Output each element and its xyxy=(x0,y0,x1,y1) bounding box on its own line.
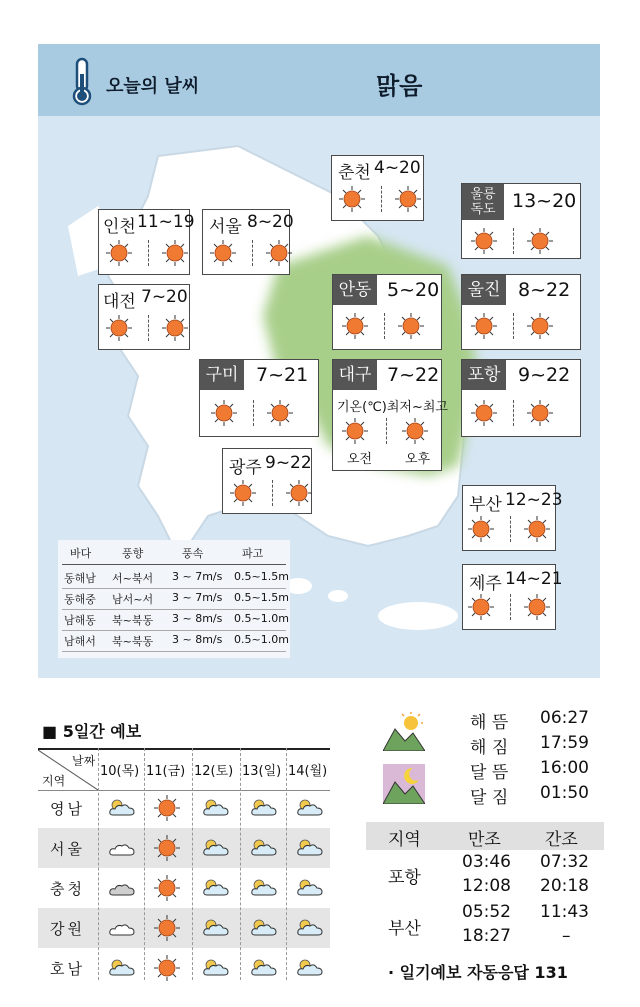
sun-icon xyxy=(342,418,368,444)
partly-cloudy-icon xyxy=(296,879,324,897)
city-temp: 7~20 xyxy=(141,287,188,307)
sun-icon xyxy=(267,400,293,426)
partly-cloudy-icon xyxy=(202,839,230,857)
city-temp: 13~20 xyxy=(512,190,577,212)
sun-icon xyxy=(211,400,237,426)
sun-icon xyxy=(402,418,428,444)
auto-response-footer: · 일기예보 자동응답 131 xyxy=(388,963,568,982)
sun-icon xyxy=(471,400,497,426)
partly-cloudy-icon xyxy=(108,799,136,817)
moonset-label: 달 짐 xyxy=(470,788,509,808)
city-name: 대구 xyxy=(333,360,377,390)
city-name: 광주 xyxy=(229,458,262,478)
city-name: 대전 xyxy=(103,292,136,312)
partly-cloudy-icon xyxy=(250,959,278,977)
sea-cell: 북~북동 xyxy=(112,635,154,648)
sun-icon xyxy=(154,955,182,973)
sun-icon xyxy=(154,915,182,933)
sea-cell: 0.5~1.5m xyxy=(234,570,289,583)
sea-cell: 북~북동 xyxy=(112,614,154,627)
sunrise-mountain-icon xyxy=(383,711,425,751)
tide-region: 포항 xyxy=(388,868,421,888)
tide-low: 11:43 xyxy=(540,902,589,922)
forecast-day: 14(월) xyxy=(288,764,328,779)
sea-cell: 남해동 xyxy=(64,614,96,627)
sea-cell: 남서~서 xyxy=(112,593,154,606)
sea-row-divider xyxy=(62,588,286,589)
partly-cloudy-icon xyxy=(202,919,230,937)
sea-header-speed: 풍속 xyxy=(182,547,204,560)
page-title: 오늘의 날씨 xyxy=(106,76,200,97)
divider-dash xyxy=(513,400,514,426)
partly-cloudy-icon xyxy=(250,919,278,937)
divider-dash xyxy=(510,516,511,542)
tide-high: 03:46 xyxy=(462,852,511,872)
sunset-label: 해 짐 xyxy=(470,738,509,758)
sea-cell: 동해남 xyxy=(64,572,96,585)
sea-cell: 3 ~ 7m/s xyxy=(172,570,223,583)
divider-dash xyxy=(513,228,514,254)
sea-cell: 남해서 xyxy=(64,635,96,648)
partly-cloudy-icon xyxy=(202,879,230,897)
tide-high: 12:08 xyxy=(462,876,511,896)
sea-table xyxy=(58,540,290,658)
sun-icon xyxy=(527,400,553,426)
tide-low: 07:32 xyxy=(540,852,589,872)
city-temp: 7~22 xyxy=(387,364,440,386)
sea-cell: 동해중 xyxy=(64,593,96,606)
sea-header-wave: 파고 xyxy=(242,547,264,560)
forecast-col-divider xyxy=(286,748,287,980)
forecast-col-divider xyxy=(240,748,241,980)
sun-icon xyxy=(398,313,424,339)
sea-cell: 3 ~ 8m/s xyxy=(172,612,223,625)
forecast-day: 12(토) xyxy=(194,764,234,779)
city-name: 포항 xyxy=(462,360,506,390)
divider-dash xyxy=(253,400,254,426)
divider-dash xyxy=(252,240,253,266)
cloud-icon xyxy=(108,839,136,857)
city-temp: 14~21 xyxy=(505,569,563,589)
moonset-time: 01:50 xyxy=(540,783,589,803)
city-temp: 8~22 xyxy=(518,279,571,301)
forecast-col-divider xyxy=(98,748,99,980)
divider-dash xyxy=(272,480,273,506)
forecast-col-divider xyxy=(144,748,145,980)
divider-dash xyxy=(513,313,514,339)
sun-icon xyxy=(286,480,312,506)
sun-icon xyxy=(230,480,256,506)
sea-header-divider xyxy=(62,564,286,565)
sun-icon xyxy=(527,313,553,339)
sea-cell: 0.5~1.0m xyxy=(234,633,289,646)
weather-condition: 맑음 xyxy=(376,72,423,100)
tide-low: – xyxy=(562,926,571,946)
forecast-region: 충청 xyxy=(50,880,85,898)
sun-icon xyxy=(266,240,292,266)
partly-cloudy-icon xyxy=(250,839,278,857)
thermometer-icon xyxy=(68,56,96,106)
tide-header-region: 지역 xyxy=(388,830,421,850)
city-card-daegu xyxy=(332,359,448,471)
tide-header-high: 만조 xyxy=(468,830,501,850)
city-name: 울릉 독도 xyxy=(462,184,504,220)
forecast-region: 강원 xyxy=(50,920,85,938)
partly-cloudy-icon xyxy=(108,959,136,977)
sunrise-time: 06:27 xyxy=(540,708,589,728)
moonrise-label: 달 뜸 xyxy=(470,763,509,783)
sun-icon xyxy=(395,186,421,212)
sun-icon xyxy=(154,835,182,853)
city-name: 안동 xyxy=(333,275,377,305)
divider-dash xyxy=(384,313,385,339)
partly-cloudy-icon xyxy=(250,879,278,897)
sun-icon xyxy=(524,594,550,620)
city-name: 구미 xyxy=(200,360,244,390)
sea-row-divider xyxy=(62,651,286,652)
forecast-title: ■ 5일간 예보 xyxy=(42,722,142,741)
city-temp: 5~20 xyxy=(387,279,440,301)
legend-am: 오전 xyxy=(347,452,373,467)
forecast-day: 10(목) xyxy=(100,764,140,779)
divider-dash xyxy=(148,240,149,266)
sun-icon xyxy=(524,516,550,542)
partly-cloudy-icon xyxy=(296,839,324,857)
sun-icon xyxy=(154,875,182,893)
legend-pm: 오후 xyxy=(405,452,431,467)
sea-cell: 3 ~ 7m/s xyxy=(172,591,223,604)
tide-high: 05:52 xyxy=(462,902,511,922)
sea-cell: 3 ~ 8m/s xyxy=(172,633,223,646)
sea-cell: 0.5~1.0m xyxy=(234,612,289,625)
sun-icon xyxy=(162,315,188,341)
sun-icon xyxy=(342,313,368,339)
sea-header-direction: 풍향 xyxy=(122,547,144,560)
tide-high: 18:27 xyxy=(462,926,511,946)
divider-dash xyxy=(510,594,511,620)
city-temp: 9~22 xyxy=(518,364,571,386)
city-name: 제주 xyxy=(469,574,502,594)
forecast-region: 호남 xyxy=(50,960,85,978)
sun-icon xyxy=(468,516,494,542)
city-name: 울진 xyxy=(462,275,506,305)
city-temp: 9~22 xyxy=(265,453,312,473)
forecast-region: 서울 xyxy=(50,840,85,858)
city-name: 인천 xyxy=(103,217,136,237)
moonrise-mountain-icon xyxy=(383,764,425,804)
corner-date-label: 날짜 xyxy=(72,754,96,768)
city-name: 서울 xyxy=(209,217,242,237)
city-temp: 7~21 xyxy=(256,364,309,386)
partly-cloudy-icon xyxy=(296,959,324,977)
divider-dash xyxy=(386,418,387,444)
forecast-day: 13(일) xyxy=(242,764,282,779)
city-temp: 8~20 xyxy=(247,212,294,232)
city-temp: 4~20 xyxy=(374,158,421,178)
legend-caption: 기온(℃)최저~최고 xyxy=(337,400,448,415)
moonrise-time: 16:00 xyxy=(540,758,589,778)
forecast-day: 11(금) xyxy=(146,764,186,779)
corner-region-label: 지역 xyxy=(42,774,66,788)
sea-row-divider xyxy=(62,609,286,610)
sunrise-label: 해 뜸 xyxy=(470,713,509,733)
cloud-icon xyxy=(108,919,136,937)
partly-cloudy-icon xyxy=(202,799,230,817)
sea-cell: 0.5~1.5m xyxy=(234,591,289,604)
city-name: 부산 xyxy=(469,495,502,515)
city-temp: 11~19 xyxy=(137,212,195,232)
divider-dash xyxy=(148,315,149,341)
sun-icon xyxy=(154,795,182,813)
partly-cloudy-icon xyxy=(202,959,230,977)
partly-cloudy-icon xyxy=(296,919,324,937)
cloud-icon xyxy=(108,879,136,897)
sunset-time: 17:59 xyxy=(540,733,589,753)
sun-icon xyxy=(106,240,132,266)
divider-dash xyxy=(381,186,382,212)
tide-low: 20:18 xyxy=(540,876,589,896)
sun-icon xyxy=(468,594,494,620)
forecast-col-divider xyxy=(192,748,193,980)
city-temp: 12~23 xyxy=(505,490,563,510)
sun-icon xyxy=(471,228,497,254)
sun-icon xyxy=(527,228,553,254)
sea-row-divider xyxy=(62,630,286,631)
sun-icon xyxy=(339,186,365,212)
tide-header-low: 간조 xyxy=(545,830,578,850)
sun-icon xyxy=(106,315,132,341)
sea-header-area: 바다 xyxy=(70,547,92,560)
forecast-region: 영남 xyxy=(50,800,85,818)
sun-icon xyxy=(162,240,188,266)
sea-cell: 서~북서 xyxy=(112,572,154,585)
partly-cloudy-icon xyxy=(296,799,324,817)
sun-icon xyxy=(210,240,236,266)
city-name: 춘천 xyxy=(338,163,371,183)
sun-icon xyxy=(471,313,497,339)
partly-cloudy-icon xyxy=(250,799,278,817)
tide-region: 부산 xyxy=(388,919,421,939)
